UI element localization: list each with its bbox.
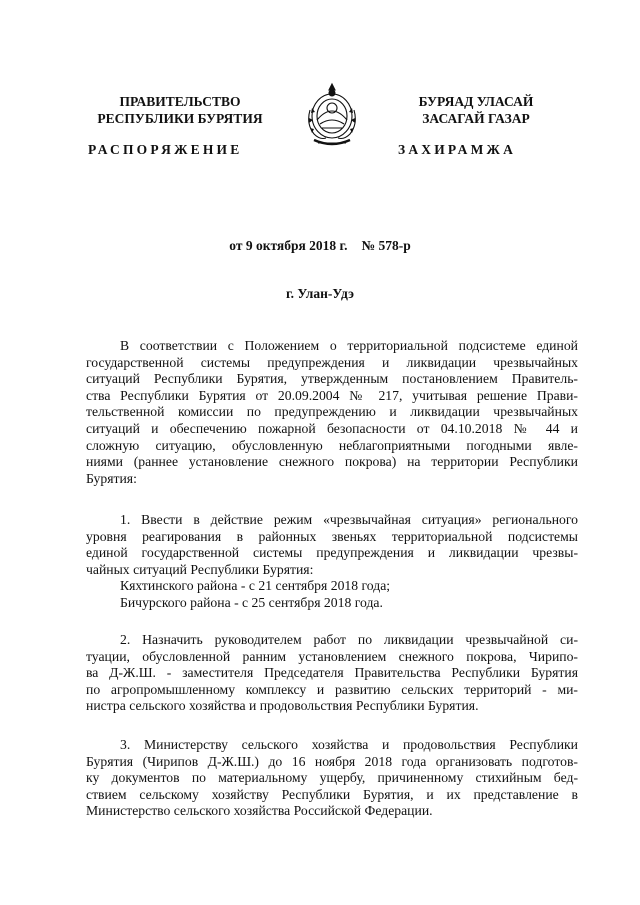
text-line: ства Республики Бурятия от 20.09.2004 № 217, учитывая решение Прави- [86,387,578,403]
text-line: сложную ситуацию, обусловленную неблагоприятными погодными явле- [86,437,578,453]
document-number: № 578-р [361,238,411,253]
city: г. Улан-Удэ [286,286,354,301]
text-line: 1. Ввести в действие режим «чрезвычайная ситуация» регионального [120,512,578,527]
text-line: 3. Министерству сельского хозяйства и продовольствия Республики [120,737,578,752]
text-line: 2. Назначить руководителем работ по ликвидации чрезвычайной си- [120,632,578,647]
text-line: тельственной комиссии по предупреждению и ликвидации чрезвычайных [86,404,578,420]
text-line: единой государственной системы предупреждения и ликвидации чрезвы- [86,545,578,561]
date-line [0,238,640,254]
text-line: ситуаций Республики Бурятия, утвержденным постановлением Правитель- [86,371,578,387]
text-line: ку документов по материальному ущербу, причиненному стихийным бед- [86,770,578,786]
list-item: Бичурского района - с 25 сентября 2018 года. [120,594,383,610]
issuer-left-line2: РЕСПУБЛИКИ БУРЯТИЯ [97,111,263,126]
document-date: от 9 октября 2018 г. [229,238,348,253]
text-line: нистра сельского хозяйства и продовольствия Республики Бурятия. [86,698,479,714]
text-line: В соответствии с Положением о территориальной подсистеме единой [120,338,578,353]
issuer-right [364,93,588,127]
text-line: Бурятия (Чирипов Д-Ж.Ш.) до 16 ноября 2018 года организовать подготов- [86,753,578,769]
preamble-paragraph [86,338,578,487]
doctype-right: ЗАХИРАМЖА [398,142,517,157]
text-line: по агропромышленному комплексу и развитию сельских территорий - ми- [86,681,578,697]
text-line: ва Д-Ж.Ш. - заместителя Председателя Правительства Республики Бурятия [86,665,578,681]
item-1-paragraph [86,512,578,612]
text-line: уровня реагирования в районных звеньях территориальной подсистемы [86,528,578,544]
coat-of-arms-icon [300,80,364,150]
issuer-left-line1: ПРАВИТЕЛЬСТВО [119,94,241,109]
text-line: ситуаций и обеспечению пожарной безопасности от 04.10.2018 № 44 и [86,420,578,436]
issuer-right-line2: ЗАСАГАЙ ГАЗАР [422,111,530,126]
text-line: туации, обусловленной ранним установлением снежного покрова, Чирипо- [86,648,578,664]
text-line: Министерство сельского хозяйства Российской Федерации. [86,803,433,819]
text-line: чайных ситуаций Республики Бурятия: [86,561,314,577]
text-line: ниями (раннее установление снежного покрова) на территории Республики [86,454,578,470]
text-line: государственной системы предупреждения и ликвидации чрезвычайных [86,354,578,370]
doctype-left: РАСПОРЯЖЕНИЕ [88,142,243,157]
text-line: Бурятия: [86,470,137,486]
item-2-paragraph [86,632,578,715]
item-3-paragraph [86,737,578,820]
list-item: Кяхтинского района - с 21 сентября 2018 года; [120,578,391,594]
text-line: ствием сельскому хозяйству Республики Бурятия, и их представление в [86,786,578,802]
issuer-left [60,93,300,127]
issuer-right-line1: БУРЯАД УЛАСАЙ [418,94,534,109]
